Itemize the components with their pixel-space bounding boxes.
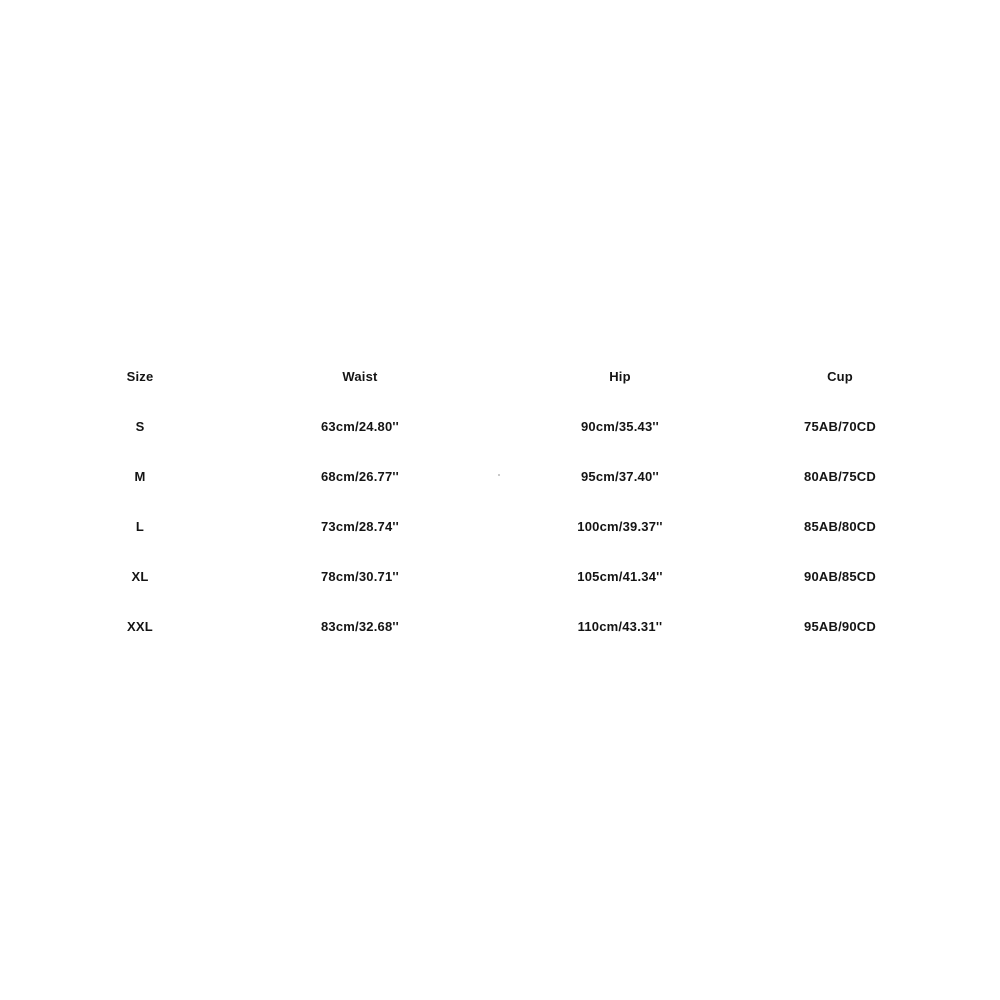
cell-size: M bbox=[134, 469, 146, 484]
table-row bbox=[40, 502, 920, 552]
column-header-size: Size bbox=[126, 369, 154, 384]
table-row bbox=[40, 402, 920, 452]
cell-hip: 110cm/43.31'' bbox=[577, 619, 663, 634]
table-row bbox=[40, 452, 920, 502]
cell-waist: 63cm/24.80'' bbox=[321, 419, 399, 434]
table-body bbox=[40, 402, 920, 652]
cell-waist: 73cm/28.74'' bbox=[321, 519, 399, 534]
table-header bbox=[40, 352, 920, 402]
cell-waist: 78cm/30.71'' bbox=[321, 569, 399, 584]
cell-size: L bbox=[135, 519, 145, 534]
cell-cup: 80AB/75CD bbox=[804, 469, 876, 484]
column-header-cup: Cup bbox=[827, 369, 853, 384]
cell-hip: 95cm/37.40'' bbox=[581, 469, 659, 484]
scan-artifact-speck bbox=[498, 474, 500, 476]
cell-size: XL bbox=[131, 569, 149, 584]
cell-cup: 90AB/85CD bbox=[804, 569, 876, 584]
cell-size: S bbox=[135, 419, 145, 434]
table-row bbox=[40, 552, 920, 602]
cell-hip: 90cm/35.43'' bbox=[581, 419, 659, 434]
cell-cup: 75AB/70CD bbox=[804, 419, 876, 434]
cell-hip: 100cm/39.37'' bbox=[577, 519, 663, 534]
column-header-hip: Hip bbox=[609, 369, 631, 384]
table-header-row bbox=[40, 352, 920, 402]
size-chart-table bbox=[40, 352, 920, 652]
table-row bbox=[40, 602, 920, 652]
cell-hip: 105cm/41.34'' bbox=[577, 569, 663, 584]
cell-waist: 68cm/26.77'' bbox=[321, 469, 399, 484]
cell-size: XXL bbox=[127, 619, 153, 634]
cell-waist: 83cm/32.68'' bbox=[321, 619, 399, 634]
cell-cup: 85AB/80CD bbox=[804, 519, 876, 534]
column-header-waist: Waist bbox=[342, 369, 378, 384]
cell-cup: 95AB/90CD bbox=[804, 619, 876, 634]
